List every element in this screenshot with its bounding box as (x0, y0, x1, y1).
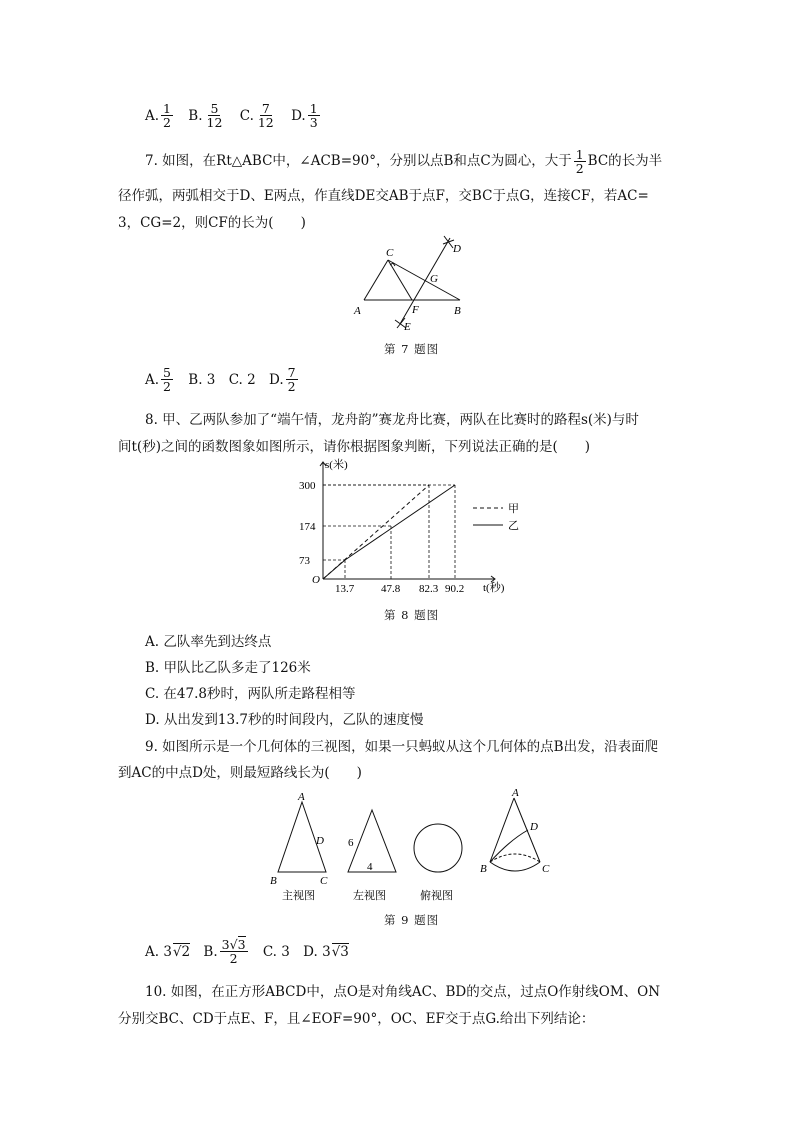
q8-origin-label: O (312, 574, 320, 586)
q8-x-axis-label: t(秒) (483, 582, 505, 594)
q9-dim-6: 6 (348, 837, 354, 849)
q9-cone-label-b: B (480, 863, 487, 875)
q8-chart (295, 452, 530, 602)
q6-options (145, 102, 331, 129)
q7-option-b: B. 3 (188, 371, 216, 388)
q9-option-c: C. 3 (262, 943, 290, 960)
q8-caption: 第 8 题图 (384, 608, 440, 622)
q9-dim-4: 4 (367, 861, 373, 873)
q7-label-f: F (412, 304, 419, 316)
q10-line-2: 分别交BC、CD于点E、F，且∠EOF=90°，OC、EF交于点G.给出下列结论： (118, 1011, 595, 1027)
q9-cone-label-a: A (512, 787, 519, 799)
q8-option-b: B. 甲队比乙队多走了126米 (145, 660, 311, 676)
q8-y-axis-label: s(米) (325, 459, 348, 471)
q9-top-view (414, 824, 462, 872)
q9-caption: 第 9 题图 (384, 913, 440, 927)
q7-line-1: 7. 如图，在Rt△ABC中，∠ACB=90°，分别以点B和点C为圆心，大于 $\frac{1}{2}$ BC的长为半 (145, 147, 663, 177)
q9-front-view-label: 主视图 (282, 890, 315, 902)
q8-x-tick-label: 13.7 (335, 583, 355, 595)
q7-option-a: A. $\frac{5}{2}$ (145, 365, 171, 395)
q7-label-b: B (454, 305, 461, 317)
q7-option-c: C. 2 (228, 371, 256, 388)
q8-option-a: A. 乙队率先到达终点 (145, 634, 272, 650)
q8-option-c: C. 在47.8秒时，两队所走路程相等 (145, 686, 356, 702)
q9-top-view-label: 俯视图 (420, 890, 453, 902)
q8-series-yi (323, 485, 455, 579)
q9-option-a: A. 3 √2 (145, 943, 191, 961)
q7-caption: 第 7 题图 (384, 342, 440, 356)
q7-option-d: D. $\frac{7}{2}$ (269, 365, 296, 395)
q6-option-a: A. $\frac{1}{2}$ (145, 101, 171, 131)
q8-x-tick-label: 82.3 (419, 583, 439, 595)
q9-cone-label-d: D (530, 821, 538, 833)
q9-line-2: 到AC的中点D处，则最短路线长为( ) (118, 765, 362, 781)
q8-y-tick-label: 300 (299, 480, 316, 492)
q9-line-1: 9. 如图所示是一个几何体的三视图，如果一只蚂蚁从这个几何体的点B出发，沿表面爬 (145, 739, 659, 755)
q9-front-label-d: D (316, 835, 324, 847)
q8-y-tick-label: 73 (299, 555, 310, 567)
q8-legend-label: 乙 (508, 520, 519, 532)
q8-line-1: 8. 甲、乙两队参加了“端午情，龙舟韵”赛龙舟比赛，两队在比赛时的路程s(米)与时 (145, 412, 639, 428)
q10-line-1: 10. 如图，在正方形ABCD中，点O是对角线AC、BD的交点，过点O作射线OM、ON (145, 984, 661, 1000)
q7-figure (350, 232, 480, 334)
q9-front-label-b: B (270, 875, 277, 887)
q7-label-c: C (386, 247, 394, 259)
q7-options (145, 366, 309, 393)
q6-option-c: C. $\frac{7}{12}$ (239, 101, 274, 131)
q8-y-tick-label: 174 (299, 521, 316, 533)
q8-line-2: 间t(秒)之间的函数图象如图所示，请你根据图象判断，下列说法正确的是( ) (118, 439, 590, 455)
q9-option-d: D. 3 √3 (303, 943, 349, 961)
q7-label-e: E (404, 321, 411, 333)
q9-cone-label-c: C (542, 863, 550, 875)
q7-line-3: 3，CG=2，则CF的长为( ) (118, 215, 306, 231)
q9-option-b: B. $\frac{3√3}{2}$ (203, 937, 246, 967)
q9-options (145, 938, 358, 965)
q7-line-2: 径作弧，两弧相交于D、E两点，作直线DE交AB于点F，交BC于点G，连接CF，若AC= (118, 188, 649, 204)
q7-label-d: D (453, 243, 461, 255)
q6-option-d: D. $\frac{1}{3}$ (291, 101, 318, 131)
q7-label-a: A (354, 305, 361, 317)
q8-legend-label: 甲 (508, 503, 519, 515)
q9-front-label-c: C (320, 875, 328, 887)
q6-option-b: B. $\frac{5}{12}$ (188, 101, 223, 131)
q7-label-g: G (430, 273, 438, 285)
q8-x-tick-label: 90.2 (445, 583, 465, 595)
q9-three-views (262, 784, 562, 906)
q9-front-label-a: A (298, 791, 305, 803)
q8-x-tick-label: 47.8 (381, 583, 401, 595)
q9-left-view-label: 左视图 (353, 890, 386, 902)
q8-option-d: D. 从出发到13.7秒的时间段内，乙队的速度慢 (145, 712, 424, 728)
